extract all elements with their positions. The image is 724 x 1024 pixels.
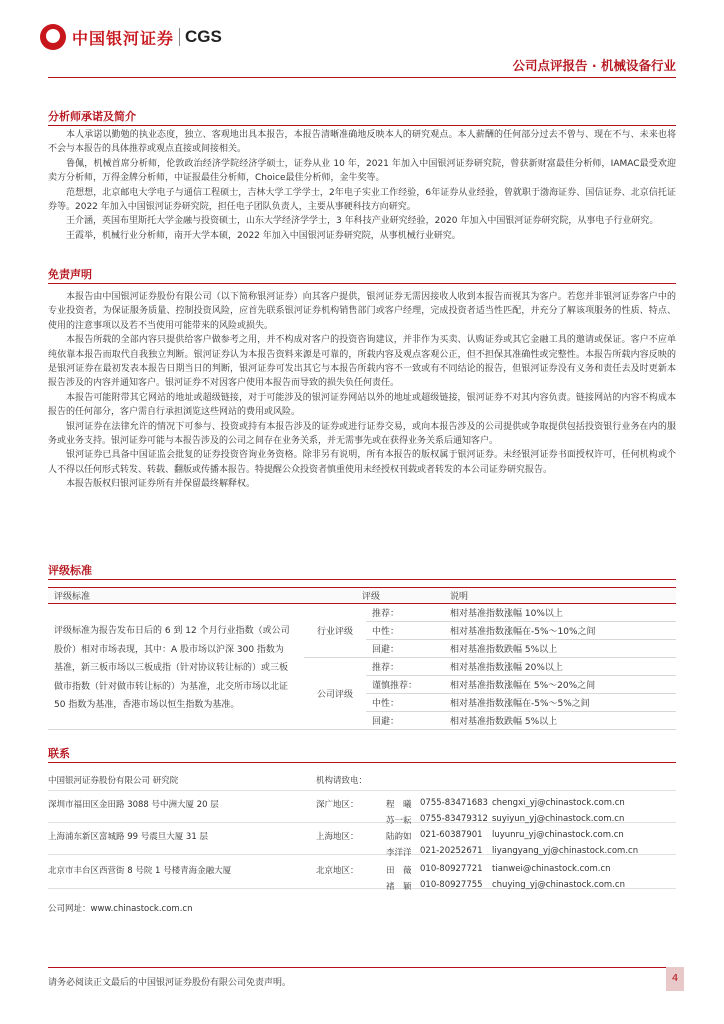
rating-desc: 相对基准指数涨幅在-5%～5%之间 (444, 694, 676, 712)
rating-desc: 相对基准指数涨幅在 5%～20%之间 (444, 676, 676, 694)
rating-level: 中性： (366, 622, 444, 640)
research-institute: 中国银河证券股份有限公司 研究院 (48, 776, 179, 786)
footer-divider (48, 967, 676, 968)
region-label: 北京地区： (316, 866, 359, 876)
analyst-paragraph: 范想想，北京邮电大学电子与通信工程硕士，吉林大学工学学士，2年电子实业工作经验，6年证券从业经验，曾就职于渤海证券、国信证券、北京信托证券等。2022 年加入中国银河证券研究院，担任电子团队负责人，主要从事硬科技方向研究。 (48, 187, 676, 213)
contact-block (48, 768, 676, 918)
header-divider (48, 77, 676, 78)
disclaimer-paragraph: 本报告所载的全部内容只提供给客户做参考之用，并不构成对客户的投资咨询建议，并非作为买卖、认购证券或其它金融工具的邀请或保证。客户不应单纯依靠本报告而取代自我独立判断。银河证券认为本报告资料来源是可靠的，所载内容及观点客观公正，但不担保其准确性或完整性。本报告所载内容反映的是银河证券在最初发表本报告日期当日的判断，银河证券可发出其它与本报告所载内容不一致或有不同结论的报告，但银河证券没有义务和责任去及时更新本报告涉及的内容并通知客户。银河证券不对因客户使用本报告而导致的损失负任何责任。 (48, 335, 676, 389)
rating-level: 中性： (366, 694, 444, 712)
contact-phone: 021-60387901 (420, 830, 483, 840)
rating-level: 回避： (366, 640, 444, 658)
company-rating-label: 公司评级 (304, 658, 366, 730)
rating-desc: 相对基准指数涨幅 20%以上 (444, 658, 676, 676)
contact-phone: 0755-83479312 (420, 814, 488, 824)
contact-email[interactable]: suyiyun_yj@chinastock.com.cn (492, 814, 625, 824)
disclaimer-section-title: 免责声明 (48, 266, 676, 284)
contact-name: 褚 颖 (386, 882, 412, 892)
disclaimer-paragraph: 本报告由中国银河证券股份有限公司（以下简称银河证券）向其客户提供，银河证券无需因接收人收到本报告而视其为客户。若您并非银河证券客户中的专业投资者，为保证服务质量、控制投资风险，应首先联系银河证券机构销售部门或客户经理，完成投资者适当性匹配，并充分了解该项服务的性质、特点、使用的注意事项以及若不当使用可能带来的风险或损失。 (48, 292, 676, 331)
table-row (48, 604, 676, 622)
analyst-paragraph: 王霞举，机械行业分析师，南开大学本硕，2022 年加入中国银河证券研究院，从事机械行业研究。 (66, 230, 461, 241)
office-address: 深圳市福田区金田路 3088 号中洲大厦 20 层 (48, 800, 219, 810)
disclaimer-paragraph: 银河证券在法律允许的情况下可参与、投资或持有本报告涉及的证券或进行证券交易，或向本报告涉及的公司提供或争取提供包括投资银行业务在内的服务或业务支持。银河证券可能与本报告涉及的公司之间存在业务关系，并无需事先或在获得业务关系后通知客户。 (48, 421, 676, 447)
analyst-paragraph: 鲁佩，机械首席分析师，伦敦政治经济学院经济学硕士，证券从业 10 年，2021 年加入中国银河证券研究院，曾获新财富最佳分析师，IAMAC最受欢迎卖方分析师，万得金牌分析师，中证报最佳分析师，Choice最佳分析师，金牛奖等。 (48, 158, 676, 184)
sales-header: 机构请致电： (316, 776, 368, 786)
company-logo (40, 24, 222, 50)
rating-desc: 相对基准指数涨幅在-5%～10%之间 (444, 622, 676, 640)
page-number: 4 (666, 967, 684, 991)
contact-name: 陆韵如 (386, 832, 412, 842)
contact-name: 李洋洋 (386, 848, 412, 858)
contact-name: 程 曦 (386, 800, 412, 810)
footer-disclaimer: 请务必阅读正文最后的中国银河证券股份有限公司免责声明。 (48, 978, 292, 988)
rating-level: 回避： (366, 712, 444, 730)
rating-table (48, 587, 676, 730)
contact-divider (48, 790, 676, 791)
rating-table-header (48, 588, 676, 604)
rating-desc: 相对基准指数跌幅 5%以上 (444, 712, 676, 730)
contact-name: 田 薇 (386, 866, 412, 876)
header-desc: 说明 (444, 588, 676, 604)
analysts-body (48, 128, 676, 243)
office-address: 北京市丰台区西营街 8 号院 1 号楼青海金融大厦 (48, 866, 232, 876)
rating-desc: 相对基准指数涨幅 10%以上 (444, 604, 676, 622)
contact-phone: 010-80927721 (420, 864, 483, 874)
region-label: 上海地区： (316, 832, 359, 842)
contact-email[interactable]: chuying_yj@chinastock.com.cn (492, 880, 625, 890)
rating-desc: 相对基准指数跌幅 5%以上 (444, 640, 676, 658)
analyst-paragraph: 本人承诺以勤勉的执业态度，独立、客观地出具本报告，本报告清晰准确地反映本人的研究观点。本人薪酬的任何部分过去不曾与、现在不与、未来也将不会与本报告的具体推荐或观点直接或间接相关。 (48, 130, 676, 155)
contact-email[interactable]: liyangyang_yj@chinastock.com.cn (492, 846, 639, 856)
analyst-paragraph: 王介涵，英国布里斯托大学金融与投资硕士，山东大学经济学学士，3 年科技产业研究经验，2020 年加入中国银河证券研究院，从事电子行业研究。 (66, 216, 659, 227)
header-standard: 评级标准 (48, 588, 304, 604)
contact-phone: 021-20252671 (420, 846, 483, 856)
logo-cn-text: 中国银河证券 (72, 28, 175, 48)
contact-phone: 010-80927755 (420, 880, 483, 890)
disclaimer-paragraph: 本报告版权归银河证券所有并保留最终解释权。 (66, 479, 256, 490)
header-level: 评级 (304, 588, 444, 604)
website-link[interactable]: 公司网址：www.chinastock.com.cn (48, 904, 193, 914)
rating-level: 谨慎推荐： (366, 676, 444, 694)
contact-phone: 0755-83471683 (420, 798, 488, 808)
report-type: 公司点评报告 · 机械设备行业 (512, 58, 676, 73)
contact-email[interactable]: tianwei@chinastock.com.cn (492, 864, 611, 874)
industry-rating-label: 行业评级 (304, 604, 366, 658)
contact-email[interactable]: luyunru_yj@chinastock.com.cn (492, 830, 624, 840)
rating-level: 推荐： (366, 604, 444, 622)
contact-email[interactable]: chengxi_yj@chinastock.com.cn (492, 798, 625, 808)
region-label: 深广地区： (316, 800, 359, 810)
disclaimer-paragraph: 银河证券已具备中国证监会批复的证券投资咨询业务资格。除非另有说明，所有本报告的版权属于银河证券。未经银河证券书面授权许可，任何机构或个人不得以任何形式转发、转载、翻版或传播本报告。特提醒公众投资者慎重使用未经授权刊载或者转发的本公司证券研究报告。 (48, 450, 676, 475)
logo-divider (179, 28, 180, 46)
logo-icon (40, 24, 66, 50)
disclaimer-body (48, 290, 676, 492)
disclaimer-paragraph: 本报告可能附带其它网站的地址或超级链接，对于可能涉及的银河证券网站以外的地址或超级链接，银河证券不对其内容负责。链接网站的内容不构成本报告的任何部分，客户需自行承担浏览这些网站的费用或风险。 (48, 392, 676, 418)
contact-name: 苏一耘 (386, 816, 412, 826)
rating-section-title: 评级标准 (48, 562, 676, 580)
analysts-section-title: 分析师承诺及简介 (48, 108, 676, 126)
logo-en-text: CGS (185, 27, 222, 46)
contact-section-title: 联系 (48, 745, 676, 763)
office-address: 上海浦东新区富城路 99 号震旦大厦 31 层 (48, 832, 208, 842)
rating-level: 推荐： (366, 658, 444, 676)
rating-standard-desc: 评级标准为报告发布日后的 6 到 12 个月行业指数（或公司股价）相对市场表现，其中：A 股市场以沪深 300 指数为基准，新三板市场以三板成指（针对协议转让标的）或三板做市指数（针对做市转让标的）为基准，北交所市场以北证 50 指数为基准，香港市场以恒生指数为基准。 (48, 604, 304, 730)
